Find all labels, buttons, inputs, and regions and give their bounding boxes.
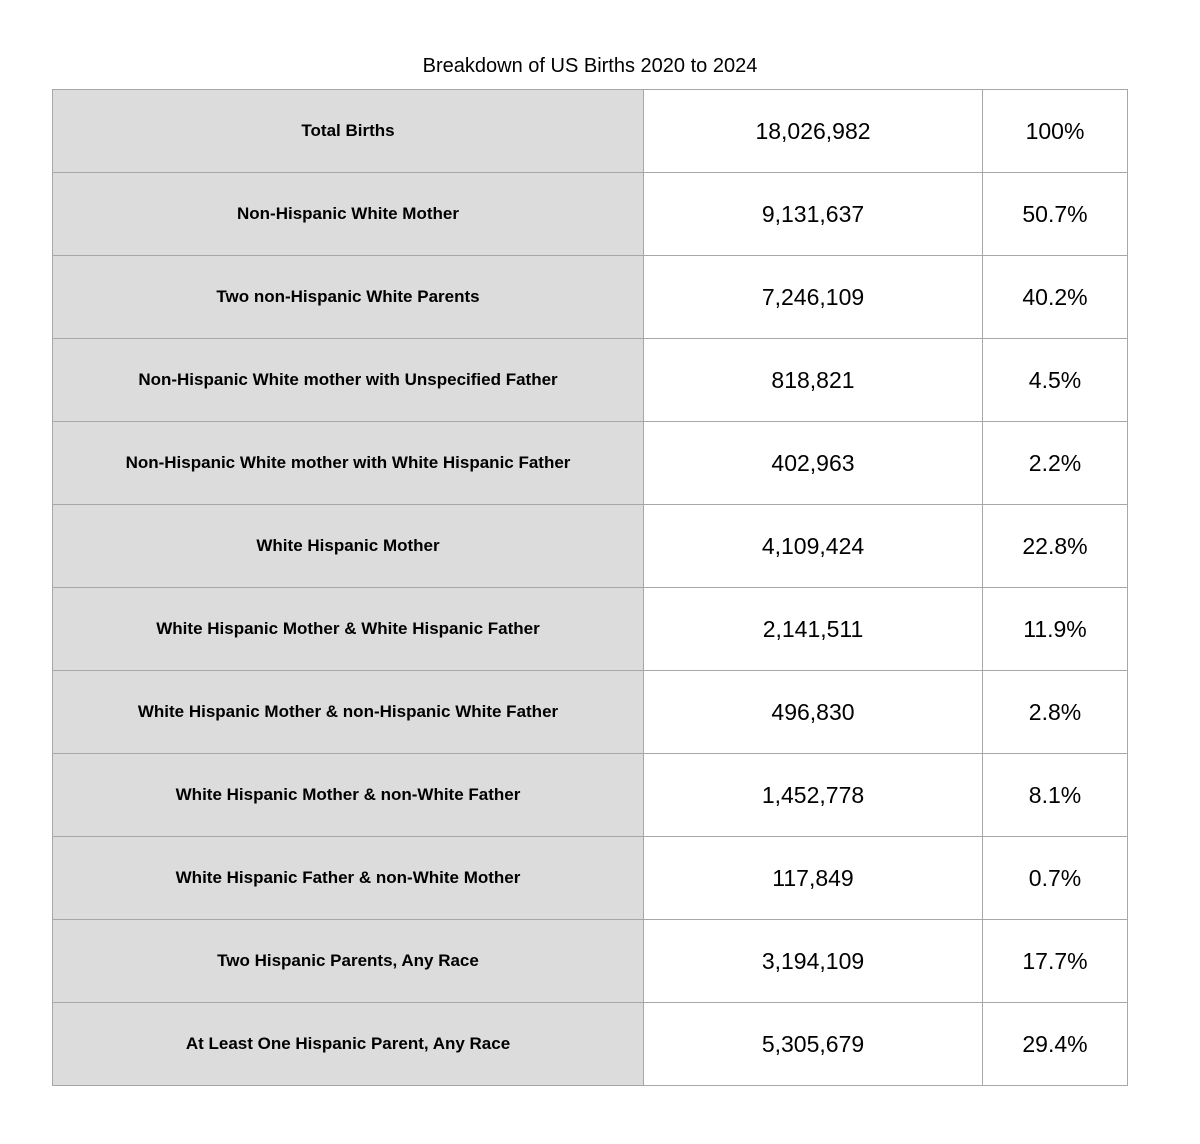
table-row (53, 90, 1128, 173)
row-label: White Hispanic Mother & non-Hispanic White Father (53, 671, 644, 754)
row-percent: 40.2% (983, 256, 1128, 339)
row-count: 3,194,109 (644, 920, 983, 1003)
row-percent: 29.4% (983, 1003, 1128, 1086)
row-percent: 17.7% (983, 920, 1128, 1003)
row-percent: 4.5% (983, 339, 1128, 422)
row-count: 7,246,109 (644, 256, 983, 339)
table-row (53, 505, 1128, 588)
row-count: 18,026,982 (644, 90, 983, 173)
row-label: Two Hispanic Parents, Any Race (53, 920, 644, 1003)
row-percent: 50.7% (983, 173, 1128, 256)
row-label: White Hispanic Mother & White Hispanic Father (53, 588, 644, 671)
row-count: 9,131,637 (644, 173, 983, 256)
row-count: 818,821 (644, 339, 983, 422)
table-row (53, 339, 1128, 422)
table-row (53, 1003, 1128, 1086)
table-row (53, 754, 1128, 837)
table-row (53, 671, 1128, 754)
row-label: Two non-Hispanic White Parents (53, 256, 644, 339)
row-percent: 2.2% (983, 422, 1128, 505)
row-percent: 0.7% (983, 837, 1128, 920)
table-row (53, 256, 1128, 339)
row-count: 4,109,424 (644, 505, 983, 588)
row-label: White Hispanic Mother (53, 505, 644, 588)
row-percent: 100% (983, 90, 1128, 173)
row-percent: 22.8% (983, 505, 1128, 588)
table-row (53, 422, 1128, 505)
row-label: White Hispanic Father & non-White Mother (53, 837, 644, 920)
table-row (53, 588, 1128, 671)
row-count: 1,452,778 (644, 754, 983, 837)
row-label: White Hispanic Mother & non-White Father (53, 754, 644, 837)
row-percent: 11.9% (983, 588, 1128, 671)
row-count: 402,963 (644, 422, 983, 505)
row-label: Non-Hispanic White mother with Unspecified Father (53, 339, 644, 422)
row-percent: 2.8% (983, 671, 1128, 754)
row-percent: 8.1% (983, 754, 1128, 837)
row-count: 496,830 (644, 671, 983, 754)
table-row (53, 837, 1128, 920)
row-label: At Least One Hispanic Parent, Any Race (53, 1003, 644, 1086)
row-count: 117,849 (644, 837, 983, 920)
table-row (53, 920, 1128, 1003)
row-label: Non-Hispanic White Mother (53, 173, 644, 256)
row-label: Total Births (53, 90, 644, 173)
table-title: Breakdown of US Births 2020 to 2024 (422, 55, 758, 77)
table-row (53, 173, 1128, 256)
births-table (52, 89, 1128, 1086)
row-count: 2,141,511 (644, 588, 983, 671)
births-table-body (53, 90, 1128, 1086)
row-label: Non-Hispanic White mother with White Hispanic Father (53, 422, 644, 505)
row-count: 5,305,679 (644, 1003, 983, 1086)
